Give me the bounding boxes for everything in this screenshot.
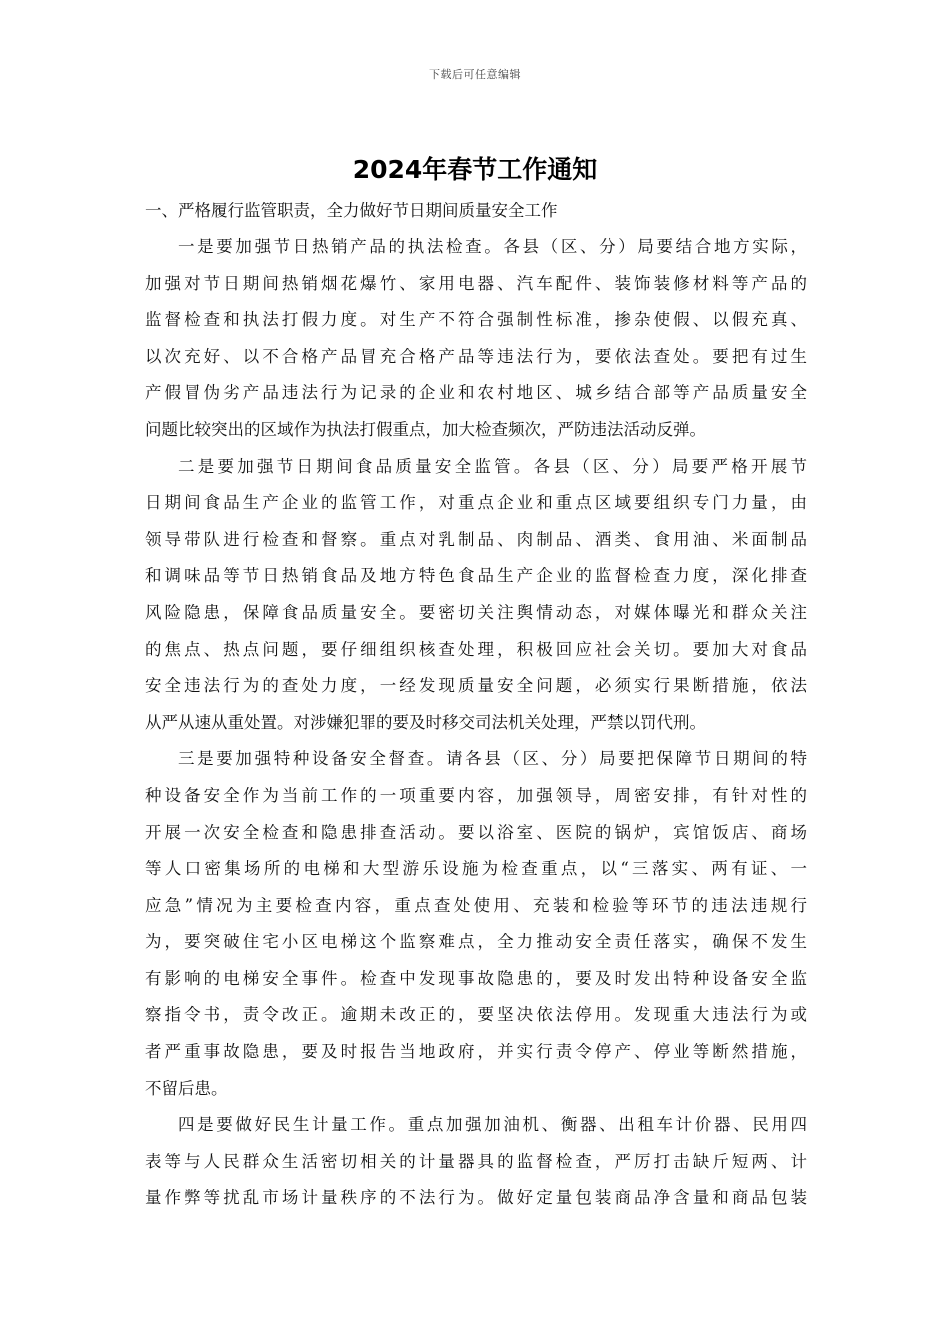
header-note: 下载后可任意编辑 [429,68,521,81]
paragraph-line: 三是要加强特种设备安全督查。请各县（区、分）局要把保障节日期间的特 [178,749,807,769]
section-heading: 一、严格履行监管职责，全力做好节日期间质量安全工作 [145,201,558,220]
paragraph-line: 种设备安全作为当前工作的一项重要内容，加强领导，周密安排，有针对性的 [145,785,807,805]
paragraph-line: 从严从速从重处置。对涉嫌犯罪的要及时移交司法机关处理，严禁以罚代刑。 [145,712,706,732]
paragraph-1 [145,229,807,449]
paragraph-line: 有影响的电梯安全事件。检查中发现事故隐患的，要及时发出特种设备安全监 [145,968,807,988]
paragraph-line: 的焦点、热点问题，要仔细组织核查处理，积极回应社会关切。要加大对食品 [145,639,807,659]
paragraph-line: 二是要加强节日期间食品质量安全监管。各县（区、分）局要严格开展节 [178,456,807,476]
paragraph-3 [145,741,807,1107]
paragraph-line: 为，要突破住宅小区电梯这个监察难点，全力推动安全责任落实，确保不发生 [145,932,807,952]
paragraph-line: 不留后患。 [145,1078,228,1098]
paragraph-line: 风险隐患，保障食品质量安全。要密切关注舆情动态，对媒体曝光和群众关注 [145,602,807,622]
paragraph-2 [145,449,807,742]
paragraph-line: 开展一次安全检查和隐患排查活动。要以浴室、医院的锅炉，宾馆饭店、商场 [145,822,807,842]
document-title: 2024年春节工作通知 [352,155,598,184]
paragraph-line: 四是要做好民生计量工作。重点加强加油机、衡器、出租车计价器、民用四 [178,1115,807,1135]
paragraph-line: 问题比较突出的区域作为执法打假重点，加大检查频次，严防违法活动反弹。 [145,419,706,439]
paragraph-line: 应急”情况为主要检查内容，重点查处使用、充装和检验等环节的违法违规行 [145,895,807,915]
paragraph-line: 日期间食品生产企业的监管工作，对重点企业和重点区域要组织专门力量，由 [145,493,807,513]
document-body [145,196,807,1217]
paragraph-line: 和调味品等节日热销食品及地方特色食品生产企业的监督检查力度，深化排查 [145,566,807,586]
paragraph-line: 加强对节日期间热销烟花爆竹、家用电器、汽车配件、装饰装修材料等产品的 [145,273,807,293]
paragraph-line: 监督检查和执法打假力度。对生产不符合强制性标准，掺杂使假、以假充真、 [145,310,807,330]
paragraph-line: 安全违法行为的查处力度，一经发现质量安全问题，必须实行果断措施，依法 [145,676,807,696]
paragraph-line: 表等与人民群众生活密切相关的计量器具的监督检查，严厉打击缺斤短两、计 [145,1151,807,1171]
paragraph-line: 等人口密集场所的电梯和大型游乐设施为检查重点，以“三落实、两有证、一 [145,859,807,879]
paragraph-line: 者严重事故隐患，要及时报告当地政府，并实行责令停产、停业等断然措施， [145,1042,807,1062]
paragraph-line: 察指令书，责令改正。逾期未改正的，要坚决依法停用。发现重大违法行为或 [145,1005,807,1025]
paragraph-line: 产假冒伪劣产品违法行为记录的企业和农村地区、城乡结合部等产品质量安全 [145,383,807,403]
paragraph-line: 量作弊等扰乱市场计量秩序的不法行为。做好定量包装商品净含量和商品包装 [145,1188,807,1208]
paragraph-line: 一是要加强节日热销产品的执法检查。各县（区、分）局要结合地方实际， [178,237,807,256]
paragraph-4 [145,1107,807,1217]
paragraph-line: 以次充好、以不合格产品冒充合格产品等违法行为，要依法查处。要把有过生 [145,346,807,366]
paragraph-line: 领导带队进行检查和督察。重点对乳制品、肉制品、酒类、食用油、米面制品 [145,529,807,549]
